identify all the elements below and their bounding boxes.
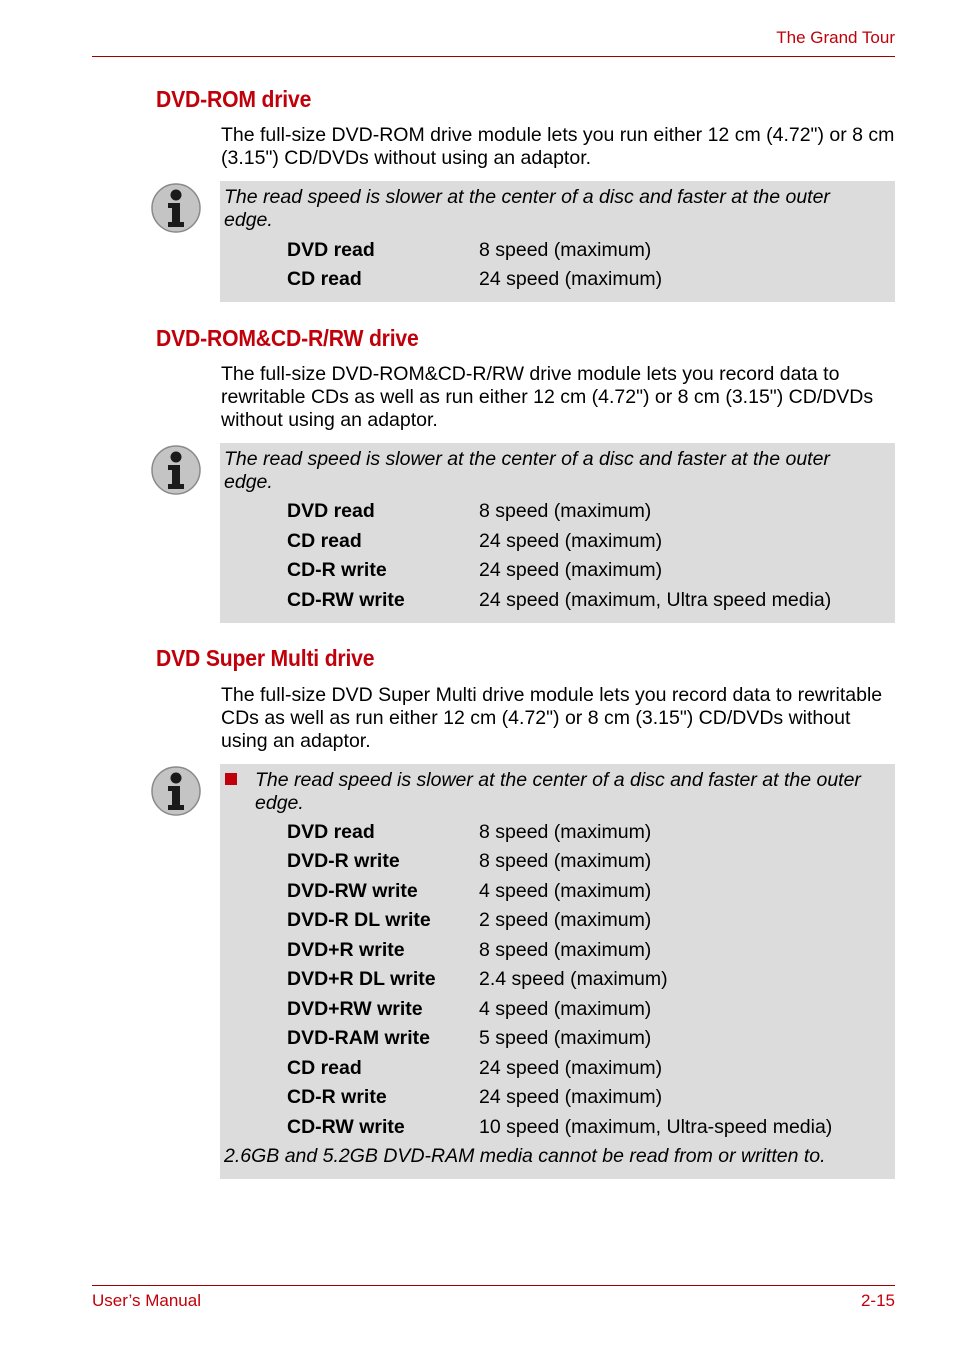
spec-label: DVD+R write xyxy=(287,939,405,961)
spec-value: 24 speed (maximum) xyxy=(479,268,663,290)
info-icon xyxy=(150,182,202,234)
note-box-dvd-super-multi xyxy=(220,764,895,1179)
note-box-dvd-rom xyxy=(220,181,895,302)
spec-label: DVD+RW write xyxy=(287,998,423,1020)
footer-manual-title: User’s Manual xyxy=(92,1291,201,1310)
note-text: The read speed is slower at the center of a disc and faster at the outer edge. xyxy=(224,448,830,493)
spec-value: 24 speed (maximum) xyxy=(479,559,663,581)
spec-value: 10 speed (maximum, Ultra-speed media) xyxy=(479,1116,833,1138)
running-header: The Grand Tour xyxy=(776,28,895,47)
spec-value: 8 speed (maximum) xyxy=(479,939,652,961)
spec-value: 2.4 speed (maximum) xyxy=(479,968,668,990)
section-title-dvd-super-multi: DVD Super Multi drive xyxy=(156,645,375,671)
spec-value: 8 speed (maximum) xyxy=(479,850,652,872)
spec-value: 8 speed (maximum) xyxy=(479,239,652,261)
note-box-dvd-rom-cd-rw xyxy=(220,443,895,623)
bullet-square xyxy=(225,773,237,785)
spec-value: 24 speed (maximum) xyxy=(479,1086,663,1108)
spec-value: 5 speed (maximum) xyxy=(479,1027,652,1049)
section-title-dvd-rom-cd-rw: DVD-ROM&CD-R/RW drive xyxy=(156,325,419,351)
spec-value: 24 speed (maximum) xyxy=(479,530,663,552)
spec-label: DVD-RW write xyxy=(287,880,418,902)
spec-label: DVD read xyxy=(287,500,375,522)
spec-label: CD-R write xyxy=(287,1086,387,1108)
spec-value: 8 speed (maximum) xyxy=(479,821,652,843)
spec-value: 4 speed (maximum) xyxy=(479,998,652,1020)
spec-value: 4 speed (maximum) xyxy=(479,880,652,902)
spec-value: 24 speed (maximum, Ultra speed media) xyxy=(479,589,832,611)
note-text: The read speed is slower at the center of a disc and faster at the outer edge. xyxy=(224,186,830,231)
spec-label: DVD-R DL write xyxy=(287,909,431,931)
spec-label: DVD+R DL write xyxy=(287,968,436,990)
section-body-dvd-super-multi: The full-size DVD Super Multi drive module lets you record data to rewritable CDs as well as run either 12 cm (4.72") or 8 cm (3.15") CD/DVDs without using an adaptor. xyxy=(221,684,883,752)
spec-label: CD read xyxy=(287,268,362,290)
section-title-dvd-rom: DVD-ROM drive xyxy=(156,86,312,112)
info-icon xyxy=(150,765,202,817)
spec-value: 8 speed (maximum) xyxy=(479,500,652,522)
spec-value: 24 speed (maximum) xyxy=(479,1057,663,1079)
footnote-text: 2.6GB and 5.2GB DVD-RAM media cannot be read from or written to. xyxy=(224,1145,826,1167)
section-body-dvd-rom-cd-rw: The full-size DVD-ROM&CD-R/RW drive module lets you record data to rewritable CDs as well as run either 12 cm (4.72") or 8 cm (3.15") CD/DVDs without using an adaptor. xyxy=(221,363,874,431)
spec-label: CD-RW write xyxy=(287,589,405,611)
spec-label: DVD-RAM write xyxy=(287,1027,431,1049)
spec-label: DVD read xyxy=(287,821,375,843)
spec-label: CD-R write xyxy=(287,559,387,581)
spec-label: CD read xyxy=(287,1057,362,1079)
header-rule xyxy=(92,56,895,57)
spec-label: DVD read xyxy=(287,239,375,261)
footer-rule xyxy=(92,1285,895,1286)
section-body-dvd-rom: The full-size DVD-ROM drive module lets you run either 12 cm (4.72") or 8 cm (3.15") CD/DVDs without using an adaptor. xyxy=(221,124,895,169)
spec-value: 2 speed (maximum) xyxy=(479,909,652,931)
spec-label: CD-RW write xyxy=(287,1116,405,1138)
spec-label: CD read xyxy=(287,530,362,552)
page-number: 2-15 xyxy=(860,1291,895,1310)
spec-label: DVD-R write xyxy=(287,850,400,872)
note-text: The read speed is slower at the center of a disc and faster at the outer edge. xyxy=(255,769,861,814)
info-icon xyxy=(150,444,202,496)
